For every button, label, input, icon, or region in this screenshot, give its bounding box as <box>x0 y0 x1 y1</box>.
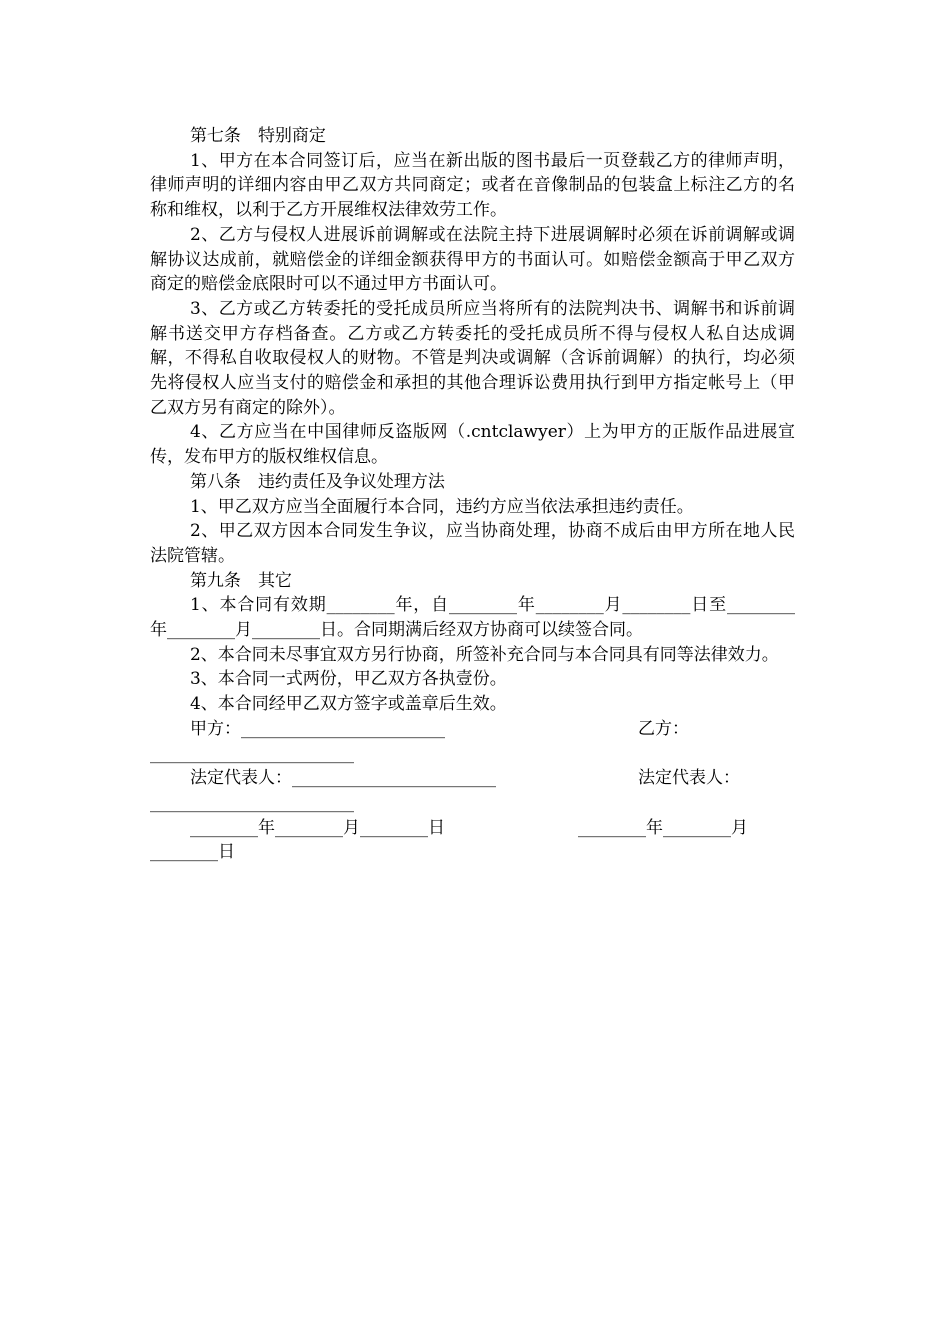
article8-item-2: 2、甲乙双方因本合同发生争议，应当协商处理，协商不成后由甲方所在地人民法院管辖。 <box>150 521 795 566</box>
article9-item-2: 2、本合同未尽事宜双方另行协商，所签补充合同与本合同具有同等法律效力。 <box>189 644 779 665</box>
article7-item-1: 1、甲方在本合同签订后，应当在新出版的图书最后一页登载乙方的律师声明，律师声明的详细内容由甲乙双方共同商定；或者在音像制品的包装盒上标注乙方的名称和维权，以利于乙方开展维权法律效劳工作。 <box>150 150 795 221</box>
party-a-signature: 甲方：________________________ <box>190 718 445 739</box>
article7-title: 特别商定 <box>257 126 326 146</box>
rep-b-signature-line: ________________________ <box>150 792 354 813</box>
rep-b-label: 法定代表人： <box>638 768 740 789</box>
rep-a-signature: 法定代表人：________________________ <box>190 768 496 789</box>
article9-item-3: 3、本合同一式两份，甲乙双方各执壹份。 <box>189 669 507 690</box>
article9-item-1: 1、本合同有效期________年，自________年________月________日至________年________月________日。合同期满后经双方协商可以续签合同。 <box>150 595 795 641</box>
party-b-signature-line: ________________________ <box>150 743 354 764</box>
article9-heading <box>150 569 795 594</box>
article9-item-4: 4、本合同经甲乙双方签字或盖章后生效。 <box>189 694 507 715</box>
article8-heading <box>150 470 795 495</box>
signature-date-row <box>150 816 795 841</box>
article7-item-2: 2、乙方与侵权人进展诉前调解或在法院主持下进展调解时必须在诉前调解或调解协议达成前，就赔偿金的详细金额获得甲方的书面认可。如赔偿金额高于甲乙双方商定的赔偿金底限时可以不通过甲方书面认可。 <box>150 224 795 295</box>
article8-item-1: 1、甲乙双方应当全面履行本合同，违约方应当依法承担违约责任。 <box>189 496 694 517</box>
article7-heading <box>150 124 795 149</box>
article8-title: 违约责任及争议处理方法 <box>257 471 445 492</box>
date-a: ________年________月________日 <box>190 817 445 838</box>
party-b-label: 乙方： <box>638 718 689 739</box>
article8-number: 第八条 <box>189 471 241 492</box>
signature-rep-row <box>150 766 795 791</box>
article7-item-3: 3、乙方或乙方转委托的受托成员所应当将所有的法院判决书、调解书和诉前调解书送交甲方存档备查。乙方或乙方转委托的受托成员所不得与侵权人私自达成调解，不得私自收取侵权人的财物。不管是判决或调解（含诉前调解）的执行，均必须先将侵权人应当支付的赔偿金和承担的其他合理诉讼费用执行到甲方指定帐号上（甲乙双方另有商定的除外）。 <box>150 298 795 418</box>
article7-number: 第七条 <box>189 126 241 146</box>
article7-item-4: 4、乙方应当在中国律师反盗版网（.cntclawyer）上为甲方的正版作品进展宣传，发布甲方的版权维权信息。 <box>150 422 795 468</box>
contract-page <box>150 124 795 865</box>
article9-title: 其它 <box>257 570 292 591</box>
date-b-day-line: ________日 <box>150 842 235 863</box>
date-b: ________年________月 <box>578 817 748 838</box>
article9-number: 第九条 <box>189 570 241 591</box>
signature-party-row <box>150 717 795 742</box>
